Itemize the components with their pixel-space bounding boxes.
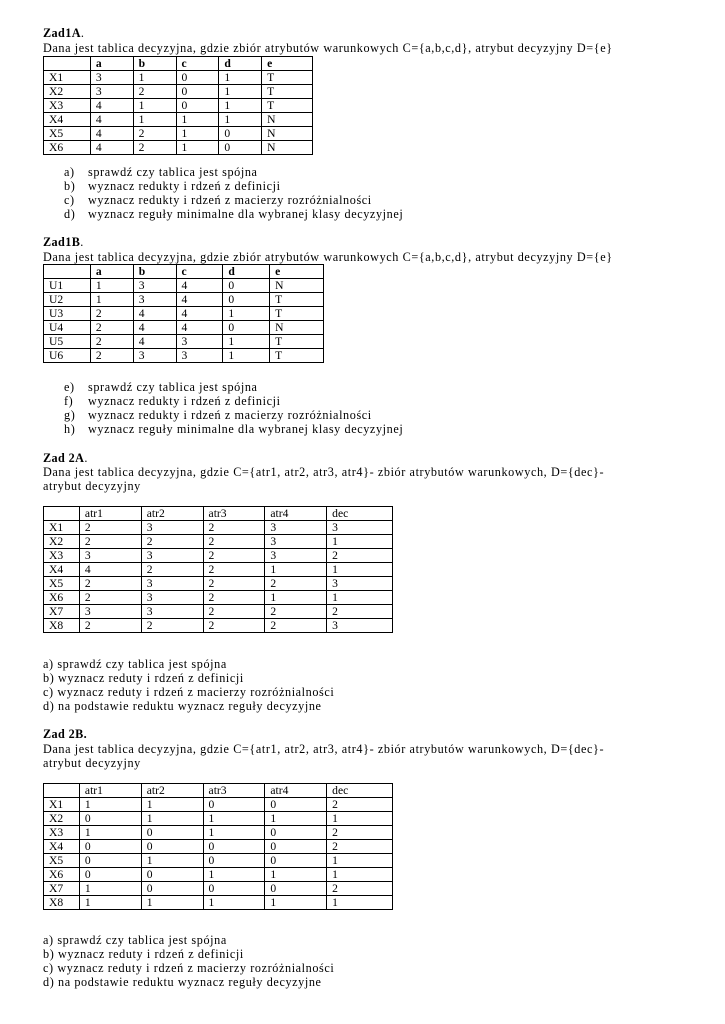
row-label-cell: X6 bbox=[44, 141, 91, 155]
table-cell: 1 bbox=[327, 535, 393, 549]
table-cell: 1 bbox=[141, 896, 203, 910]
table-cell: 2 bbox=[203, 605, 265, 619]
row-label-cell: X2 bbox=[44, 85, 91, 99]
subtask-list-2b bbox=[43, 933, 334, 989]
table-cell: 3 bbox=[327, 577, 393, 591]
table-cell: 3 bbox=[90, 71, 133, 85]
table-cell: 3 bbox=[141, 577, 203, 591]
table-cell: T bbox=[270, 335, 324, 349]
table-cell: T bbox=[262, 71, 313, 85]
table-cell: 1 bbox=[223, 335, 270, 349]
table-cell: 3 bbox=[141, 605, 203, 619]
table-cell: 0 bbox=[265, 854, 327, 868]
table-row bbox=[44, 854, 393, 868]
table-cell: 2 bbox=[133, 85, 176, 99]
table-cell: 2 bbox=[79, 535, 141, 549]
table-row bbox=[44, 605, 393, 619]
table-cell: 2 bbox=[141, 619, 203, 633]
table-cell: 1 bbox=[79, 896, 141, 910]
table-cell: N bbox=[270, 321, 324, 335]
row-label-cell: X3 bbox=[44, 99, 91, 113]
table-cell: 0 bbox=[203, 854, 265, 868]
table-cell: 0 bbox=[176, 71, 219, 85]
task-description-2b-line2: atrybut decyzyjny bbox=[43, 756, 141, 770]
table-cell: 2 bbox=[203, 577, 265, 591]
subtask-item: d) na podstawie reduktu wyznacz reguły decyzyjne bbox=[43, 699, 322, 713]
table-cell: 1 bbox=[203, 896, 265, 910]
row-label-cell: X1 bbox=[44, 521, 80, 535]
table-cell: 0 bbox=[265, 798, 327, 812]
table-cell: 0 bbox=[176, 85, 219, 99]
table-row bbox=[44, 307, 324, 321]
table-cell: 2 bbox=[327, 605, 393, 619]
table-cell: 2 bbox=[265, 605, 327, 619]
table-cell: 4 bbox=[133, 321, 176, 335]
decision-table-1a bbox=[43, 56, 313, 155]
table-cell: 1 bbox=[90, 279, 133, 293]
table-row bbox=[44, 882, 393, 896]
row-label-cell: X8 bbox=[44, 896, 80, 910]
column-header: atr1 bbox=[79, 784, 141, 798]
column-header: d bbox=[223, 265, 270, 279]
row-label-cell: X5 bbox=[44, 577, 80, 591]
table-cell: 2 bbox=[79, 591, 141, 605]
table-cell: 1 bbox=[265, 896, 327, 910]
table-row bbox=[44, 619, 393, 633]
table-cell: 3 bbox=[327, 619, 393, 633]
table-cell: 4 bbox=[176, 307, 223, 321]
subtask-item: c) wyznacz reduty i rdzeń z macierzy rozróżnialności bbox=[43, 685, 335, 699]
subtask-item bbox=[64, 207, 403, 221]
decision-table-1b bbox=[43, 264, 324, 363]
column-header: e bbox=[262, 57, 313, 71]
table-cell: 0 bbox=[219, 141, 262, 155]
subtask-item bbox=[64, 380, 403, 394]
column-header: e bbox=[270, 265, 324, 279]
table-cell: 1 bbox=[203, 812, 265, 826]
table-cell: 2 bbox=[90, 307, 133, 321]
table-cell: 0 bbox=[141, 826, 203, 840]
table-cell: 0 bbox=[223, 279, 270, 293]
table-row bbox=[44, 563, 393, 577]
column-header bbox=[44, 57, 91, 71]
table-cell: 0 bbox=[141, 868, 203, 882]
row-label-cell: X5 bbox=[44, 127, 91, 141]
subtask-text: wyznacz redukty i rdzeń z macierzy rozróżnialności bbox=[88, 193, 372, 207]
table-row bbox=[44, 798, 393, 812]
table-row bbox=[44, 812, 393, 826]
column-header bbox=[44, 507, 80, 521]
task-heading-2a: Zad 2A. bbox=[43, 451, 88, 465]
table-cell: 1 bbox=[223, 349, 270, 363]
table-cell: 1 bbox=[219, 99, 262, 113]
subtask-marker: e) bbox=[64, 380, 75, 394]
table-cell: 2 bbox=[79, 577, 141, 591]
table-cell: 0 bbox=[223, 321, 270, 335]
subtask-list-1b bbox=[64, 380, 403, 436]
table-cell: N bbox=[262, 127, 313, 141]
table-cell: 0 bbox=[79, 840, 141, 854]
table-cell: 2 bbox=[203, 619, 265, 633]
table-cell: 4 bbox=[133, 335, 176, 349]
column-header: atr3 bbox=[203, 784, 265, 798]
table-cell: N bbox=[262, 113, 313, 127]
subtask-marker: c) bbox=[64, 193, 75, 207]
table-cell: 0 bbox=[79, 868, 141, 882]
row-label-cell: X7 bbox=[44, 605, 80, 619]
table-cell: 4 bbox=[90, 127, 133, 141]
table-row bbox=[44, 141, 313, 155]
table-row bbox=[44, 840, 393, 854]
subtask-list-2a bbox=[43, 657, 334, 713]
table-row bbox=[44, 321, 324, 335]
table-cell: 4 bbox=[176, 321, 223, 335]
subtask-text: wyznacz redukty i rdzeń z definicji bbox=[88, 179, 281, 193]
table-cell: 4 bbox=[90, 113, 133, 127]
table-cell: 3 bbox=[133, 293, 176, 307]
table-cell: 1 bbox=[133, 113, 176, 127]
table-cell: 3 bbox=[265, 535, 327, 549]
task-description-2a-line1: Dana jest tablica decyzyjna, gdzie C={atr1, atr2, atr3, atr4}- zbiór atrybutów warunkowych, D={dec}- bbox=[43, 465, 605, 479]
table-cell: 4 bbox=[90, 141, 133, 155]
task-heading-1a: Zad1A. bbox=[43, 26, 85, 40]
table-header-row bbox=[44, 265, 324, 279]
subtask-item: b) wyznacz reduty i rdzeń z definicji bbox=[43, 671, 244, 685]
table-cell: 1 bbox=[327, 868, 393, 882]
subtask-text: sprawdź czy tablica jest spójna bbox=[88, 380, 258, 394]
table-row bbox=[44, 591, 393, 605]
table-cell: 4 bbox=[133, 307, 176, 321]
table-cell: 1 bbox=[327, 591, 393, 605]
table-cell: 0 bbox=[203, 840, 265, 854]
row-label-cell: X1 bbox=[44, 71, 91, 85]
table-cell: 2 bbox=[133, 127, 176, 141]
table-cell: 1 bbox=[90, 293, 133, 307]
row-label-cell: U1 bbox=[44, 279, 91, 293]
row-label-cell: U5 bbox=[44, 335, 91, 349]
task-heading-2b: Zad 2B. bbox=[43, 727, 88, 741]
table-cell: 1 bbox=[79, 826, 141, 840]
table-cell: 1 bbox=[219, 71, 262, 85]
table-cell: 2 bbox=[203, 535, 265, 549]
table-cell: 4 bbox=[79, 563, 141, 577]
table-cell: 1 bbox=[327, 563, 393, 577]
table-cell: 1 bbox=[141, 854, 203, 868]
table-cell: 1 bbox=[265, 812, 327, 826]
table-cell: 3 bbox=[141, 549, 203, 563]
table-cell: 1 bbox=[141, 798, 203, 812]
table-cell: 3 bbox=[176, 349, 223, 363]
table-cell: 0 bbox=[265, 826, 327, 840]
subtask-text: wyznacz redukty i rdzeń z macierzy rozróżnialności bbox=[88, 408, 372, 422]
table-cell: 1 bbox=[219, 85, 262, 99]
table-cell: 3 bbox=[133, 279, 176, 293]
table-cell: T bbox=[262, 85, 313, 99]
subtask-text: sprawdź czy tablica jest spójna bbox=[88, 165, 258, 179]
table-row bbox=[44, 335, 324, 349]
table-cell: 1 bbox=[133, 99, 176, 113]
column-header: atr2 bbox=[141, 784, 203, 798]
table-row bbox=[44, 577, 393, 591]
table-cell: 1 bbox=[79, 882, 141, 896]
table-cell: 2 bbox=[79, 521, 141, 535]
column-header: atr4 bbox=[265, 784, 327, 798]
table-cell: 2 bbox=[203, 563, 265, 577]
table-cell: 2 bbox=[141, 563, 203, 577]
subtask-marker: h) bbox=[64, 422, 76, 436]
subtask-marker: a) bbox=[64, 165, 75, 179]
table-cell: 2 bbox=[327, 798, 393, 812]
table-row bbox=[44, 279, 324, 293]
table-cell: 3 bbox=[79, 605, 141, 619]
subtask-item: d) na podstawie reduktu wyznacz reguły decyzyjne bbox=[43, 975, 322, 989]
table-row bbox=[44, 85, 313, 99]
subtask-list-1a bbox=[64, 165, 403, 221]
subtask-item: b) wyznacz reduty i rdzeń z definicji bbox=[43, 947, 244, 961]
row-label-cell: X6 bbox=[44, 591, 80, 605]
table-cell: 1 bbox=[141, 812, 203, 826]
table-cell: 3 bbox=[79, 549, 141, 563]
table-cell: T bbox=[270, 307, 324, 321]
table-row bbox=[44, 113, 313, 127]
table-cell: 1 bbox=[265, 868, 327, 882]
table-row bbox=[44, 896, 393, 910]
table-cell: 3 bbox=[176, 335, 223, 349]
table-cell: 0 bbox=[79, 854, 141, 868]
table-cell: 3 bbox=[133, 349, 176, 363]
table-cell: 2 bbox=[327, 882, 393, 896]
task-heading-1b: Zad1B. bbox=[43, 235, 84, 249]
table-row bbox=[44, 549, 393, 563]
table-cell: 2 bbox=[90, 335, 133, 349]
subtask-marker: g) bbox=[64, 408, 76, 422]
table-row bbox=[44, 826, 393, 840]
table-cell: T bbox=[270, 349, 324, 363]
table-cell: 1 bbox=[223, 307, 270, 321]
table-cell: 3 bbox=[327, 521, 393, 535]
table-cell: 2 bbox=[79, 619, 141, 633]
row-label-cell: X8 bbox=[44, 619, 80, 633]
subtask-item bbox=[64, 408, 403, 422]
subtask-text: wyznacz redukty i rdzeń z definicji bbox=[88, 394, 281, 408]
column-header: c bbox=[176, 265, 223, 279]
row-label-cell: U4 bbox=[44, 321, 91, 335]
table-header-row bbox=[44, 507, 393, 521]
row-label-cell: U6 bbox=[44, 349, 91, 363]
decision-table-2b bbox=[43, 783, 393, 910]
subtask-item: a) sprawdź czy tablica jest spójna bbox=[43, 933, 227, 947]
table-cell: 3 bbox=[141, 521, 203, 535]
table-cell: 0 bbox=[141, 840, 203, 854]
table-row bbox=[44, 293, 324, 307]
table-cell: 2 bbox=[203, 549, 265, 563]
table-cell: 1 bbox=[79, 798, 141, 812]
column-header: dec bbox=[327, 507, 393, 521]
table-cell: 4 bbox=[176, 293, 223, 307]
subtask-item bbox=[64, 193, 403, 207]
table-cell: 1 bbox=[327, 812, 393, 826]
column-header: d bbox=[219, 57, 262, 71]
table-cell: 1 bbox=[219, 113, 262, 127]
column-header: b bbox=[133, 57, 176, 71]
subtask-marker: f) bbox=[64, 394, 74, 408]
table-cell: 0 bbox=[223, 293, 270, 307]
table-cell: 2 bbox=[141, 535, 203, 549]
table-cell: 3 bbox=[90, 85, 133, 99]
column-header: b bbox=[133, 265, 176, 279]
table-cell: 2 bbox=[327, 549, 393, 563]
row-label-cell: U3 bbox=[44, 307, 91, 321]
table-row bbox=[44, 535, 393, 549]
table-cell: 2 bbox=[90, 321, 133, 335]
column-header bbox=[44, 265, 91, 279]
table-cell: 2 bbox=[327, 826, 393, 840]
column-header: a bbox=[90, 265, 133, 279]
row-label-cell: X4 bbox=[44, 563, 80, 577]
row-label-cell: X2 bbox=[44, 535, 80, 549]
subtask-marker: b) bbox=[64, 179, 76, 193]
row-label-cell: X5 bbox=[44, 854, 80, 868]
table-cell: 4 bbox=[90, 99, 133, 113]
table-row bbox=[44, 349, 324, 363]
table-cell: 2 bbox=[265, 577, 327, 591]
table-cell: 1 bbox=[265, 563, 327, 577]
table-cell: 0 bbox=[203, 882, 265, 896]
column-header bbox=[44, 784, 80, 798]
table-row bbox=[44, 868, 393, 882]
table-cell: 1 bbox=[176, 127, 219, 141]
subtask-marker: d) bbox=[64, 207, 76, 221]
row-label-cell: X3 bbox=[44, 826, 80, 840]
task-description-2b-line1: Dana jest tablica decyzyjna, gdzie C={atr1, atr2, atr3, atr4}- zbiór atrybutów warunkowych, D={dec}- bbox=[43, 742, 605, 756]
row-label-cell: X6 bbox=[44, 868, 80, 882]
column-header: dec bbox=[327, 784, 393, 798]
table-cell: 2 bbox=[90, 349, 133, 363]
task-description-1b: Dana jest tablica decyzyjna, gdzie zbiór atrybutów warunkowych C={a,b,c,d}, atrybut decyzyjny D={e} bbox=[43, 250, 613, 264]
table-cell: N bbox=[270, 279, 324, 293]
table-cell: N bbox=[262, 141, 313, 155]
table-cell: 2 bbox=[327, 840, 393, 854]
table-cell: 0 bbox=[265, 840, 327, 854]
table-cell: 0 bbox=[176, 99, 219, 113]
table-cell: 2 bbox=[133, 141, 176, 155]
subtask-item bbox=[64, 422, 403, 436]
table-cell: 1 bbox=[265, 591, 327, 605]
table-header-row bbox=[44, 57, 313, 71]
column-header: atr4 bbox=[265, 507, 327, 521]
subtask-text: wyznacz reguły minimalne dla wybranej klasy decyzyjnej bbox=[88, 422, 404, 436]
task-description-1a: Dana jest tablica decyzyjna, gdzie zbiór atrybutów warunkowych C={a,b,c,d}, atrybut decyzyjny D={e} bbox=[43, 41, 613, 55]
decision-table-2a bbox=[43, 506, 393, 633]
table-row bbox=[44, 71, 313, 85]
table-row bbox=[44, 127, 313, 141]
table-cell: 1 bbox=[327, 854, 393, 868]
row-label-cell: U2 bbox=[44, 293, 91, 307]
row-label-cell: X3 bbox=[44, 549, 80, 563]
row-label-cell: X4 bbox=[44, 840, 80, 854]
table-cell: 4 bbox=[176, 279, 223, 293]
row-label-cell: X4 bbox=[44, 113, 91, 127]
subtask-item: c) wyznacz reduty i rdzeń z macierzy rozróżnialności bbox=[43, 961, 335, 975]
table-cell: 3 bbox=[265, 521, 327, 535]
table-cell: T bbox=[270, 293, 324, 307]
column-header: a bbox=[90, 57, 133, 71]
column-header: atr3 bbox=[203, 507, 265, 521]
table-cell: 3 bbox=[141, 591, 203, 605]
table-cell: 1 bbox=[176, 113, 219, 127]
table-cell: 1 bbox=[203, 826, 265, 840]
column-header: c bbox=[176, 57, 219, 71]
row-label-cell: X1 bbox=[44, 798, 80, 812]
table-cell: 1 bbox=[327, 896, 393, 910]
table-cell: 2 bbox=[265, 619, 327, 633]
table-cell: 1 bbox=[176, 141, 219, 155]
subtask-item bbox=[64, 165, 403, 179]
subtask-item bbox=[64, 394, 403, 408]
column-header: atr2 bbox=[141, 507, 203, 521]
table-cell: 2 bbox=[203, 521, 265, 535]
table-cell: 0 bbox=[79, 812, 141, 826]
table-cell: 0 bbox=[265, 882, 327, 896]
table-cell: 0 bbox=[203, 798, 265, 812]
column-header: atr1 bbox=[79, 507, 141, 521]
subtask-text: wyznacz reguły minimalne dla wybranej klasy decyzyjnej bbox=[88, 207, 404, 221]
table-cell: 0 bbox=[219, 127, 262, 141]
table-header-row bbox=[44, 784, 393, 798]
subtask-item: a) sprawdź czy tablica jest spójna bbox=[43, 657, 227, 671]
table-cell: 0 bbox=[141, 882, 203, 896]
subtask-item bbox=[64, 179, 403, 193]
table-row bbox=[44, 99, 313, 113]
table-cell: 2 bbox=[203, 591, 265, 605]
task-description-2a-line2: atrybut decyzyjny bbox=[43, 479, 141, 493]
table-cell: 1 bbox=[203, 868, 265, 882]
table-cell: 3 bbox=[265, 549, 327, 563]
table-cell: T bbox=[262, 99, 313, 113]
table-row bbox=[44, 521, 393, 535]
row-label-cell: X7 bbox=[44, 882, 80, 896]
table-cell: 1 bbox=[133, 71, 176, 85]
row-label-cell: X2 bbox=[44, 812, 80, 826]
